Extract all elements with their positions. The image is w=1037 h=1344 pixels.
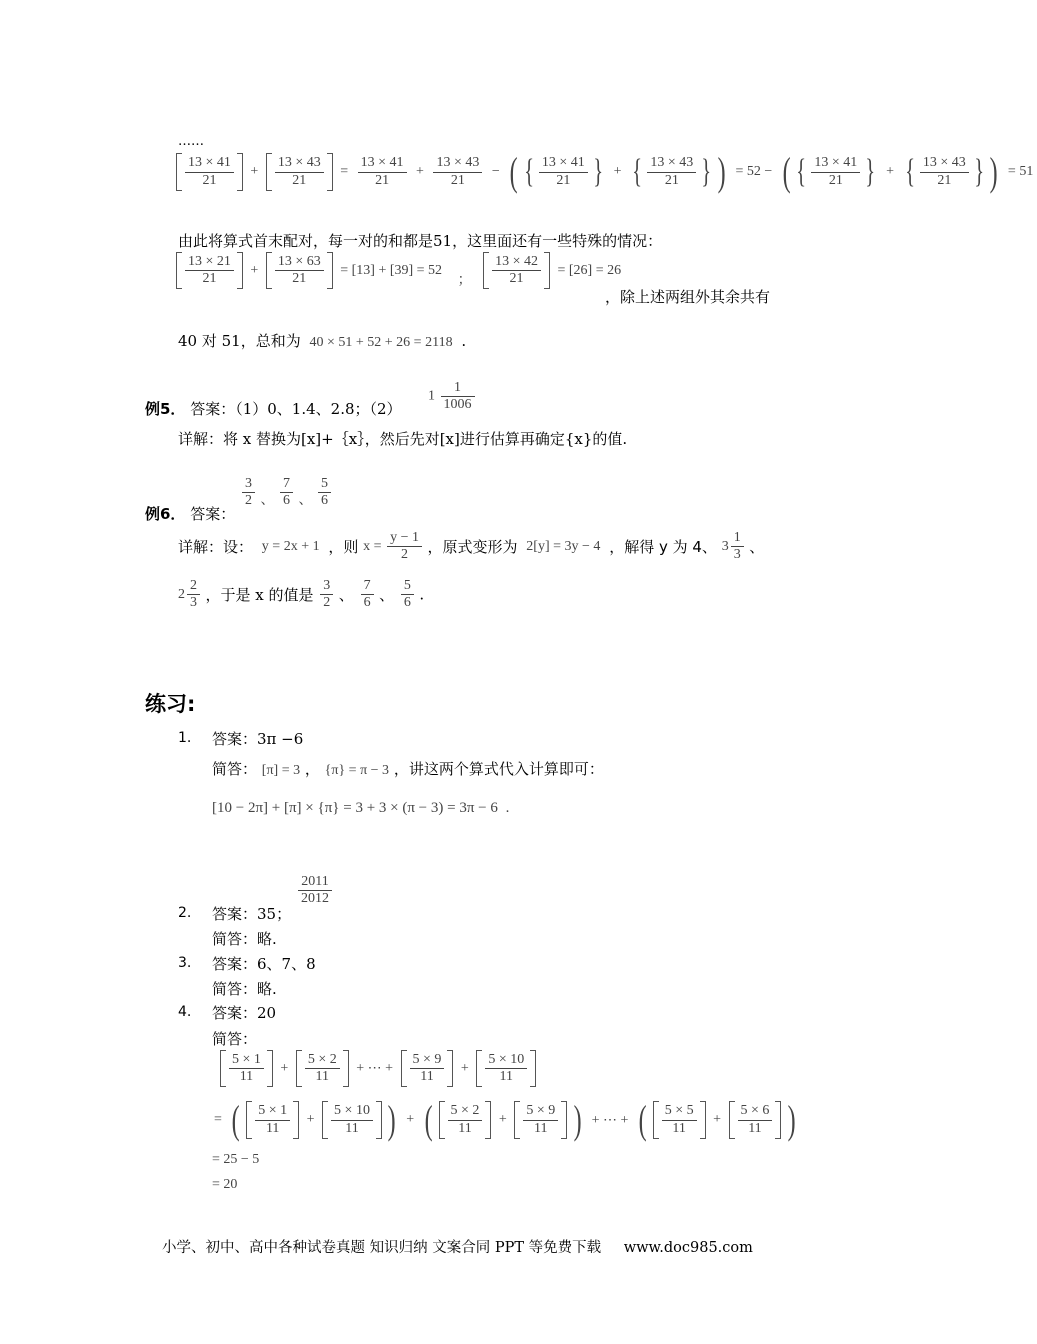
practice-item-1-brief: 简答： [π] = 3 ， {π} = π − 3 ，讲这两个算式代入计算即可： (212, 760, 604, 778)
special-tail: ，除上述两组外其余共有 (605, 288, 771, 306)
example6-detail-line1: 详解：设： y = 2x + 1 ，则 x = $\frac{y - 1}{2}$ ，原式变形为 2[y] = 3y − 4 ，解得 y 为 4、 3 $\frac{1}{3}$ 、 (178, 530, 765, 563)
practice-item-4-line2: = ( $\frac{5 \times 1}{11}$ + $\frac{5 \times 10}{11}$ ) + ( $\frac{5 \times 2}{11}$ + $\frac{5 \times 9}{11}$ ) + ⋯ + ( $\frac{5 \times 5}{11}$ + $\frac{5 \times 6}{11}$ ) (214, 1097, 796, 1142)
example6-detail-line2: 2 $\frac{2}{3}$ ，于是 x 的值是 $\frac{3}{2}$ 、 $\frac{7}{6}$ 、 $\frac{5}{6}$ . (178, 578, 425, 611)
practice-item-4-brief: 简答： (212, 1030, 258, 1048)
example5-detail: 详解：将 x 替换为[x]+｛x｝，然后先对[x]进行估算再确定{x}的值. (178, 430, 628, 448)
practice-item-1-calc: [10 − 2π] + [π] × {π} = 3 + 3 × (π − 3) = 3π − 6 . (212, 800, 510, 816)
footer-url[interactable]: www.doc985.com (623, 1240, 753, 1256)
practice-item-2-fraction: $\frac{2011}{2012}$ (296, 874, 334, 907)
pairing-text: 由此将算式首末配对，每一对的和都是51，这里面还有一些特殊的情况： (178, 232, 663, 250)
footer (162, 1236, 753, 1257)
practice-item-3-brief: 简答：略. (212, 980, 277, 998)
practice-item-1-number: 1. (178, 730, 192, 746)
practice-heading: 练习: (145, 692, 196, 716)
practice-item-4-answer: 答案：20 (212, 1004, 277, 1022)
example5-answer: 例5． 答案：（1）0、1.4、2.8；（2） (145, 400, 402, 418)
equation-pair-sum: $\frac{13 \times 41}{21}$ + $\frac{13 \times 43}{21}$ = $\frac{13 \times 41}{21}$ + $\frac{13 \times 43}{21}$ − ( { $\frac{13 \times 41}{21}$ } + { $\frac{13 \times 43}{21}$ } ) = 52 − ( { $\frac{13 \times 41}{21}$ } + { $\frac{13 \times 43}{21}$ } ) = 51 (176, 152, 1037, 192)
practice-item-2-number: 2. (178, 905, 192, 921)
practice-item-4-number: 4. (178, 1004, 192, 1020)
example5-mixed-number: 1 $\frac{1}{1006}$ (428, 380, 477, 413)
example6-answer-fracs: $\frac{3}{2}$ 、 $\frac{7}{6}$ 、 $\frac{5}{6}$ (240, 476, 333, 509)
practice-item-2-brief: 简答：略. (212, 930, 277, 948)
footer-text: 小学、初中、高中各种试卷真题 知识归纳 文案合同 PPT 等免费下载 (162, 1240, 602, 1256)
practice-item-4-line4: = 20 (212, 1177, 238, 1192)
practice-item-1-answer: 答案：3π −6 (212, 730, 304, 748)
practice-item-3-number: 3. (178, 955, 192, 971)
practice-item-4-line1: $\frac{5 \times 1}{11}$ + $\frac{5 \times 2}{11}$ + ⋯ + $\frac{5 \times 9}{11}$ + $\frac{5 \times 10}{11}$ (220, 1050, 536, 1087)
total-line: 40 对 51，总和为 40 × 51 + 52 + 26 = 2118 . (178, 332, 467, 350)
example6-answer: 例6． 答案： (145, 505, 236, 523)
practice-item-4-line3: = 25 − 5 (212, 1152, 260, 1167)
practice-item-2-answer: 答案：35； (212, 905, 292, 923)
practice-item-3-answer: 答案：6、7、8 (212, 955, 316, 973)
special-cases: $\frac{13 \times 21}{21}$ + $\frac{13 \times 63}{21}$ = [13] + [39] = 52 ； $\frac{13 \times 42}{21}$ = [26] = 26 (176, 252, 625, 289)
ellipsis: …… (178, 134, 204, 149)
